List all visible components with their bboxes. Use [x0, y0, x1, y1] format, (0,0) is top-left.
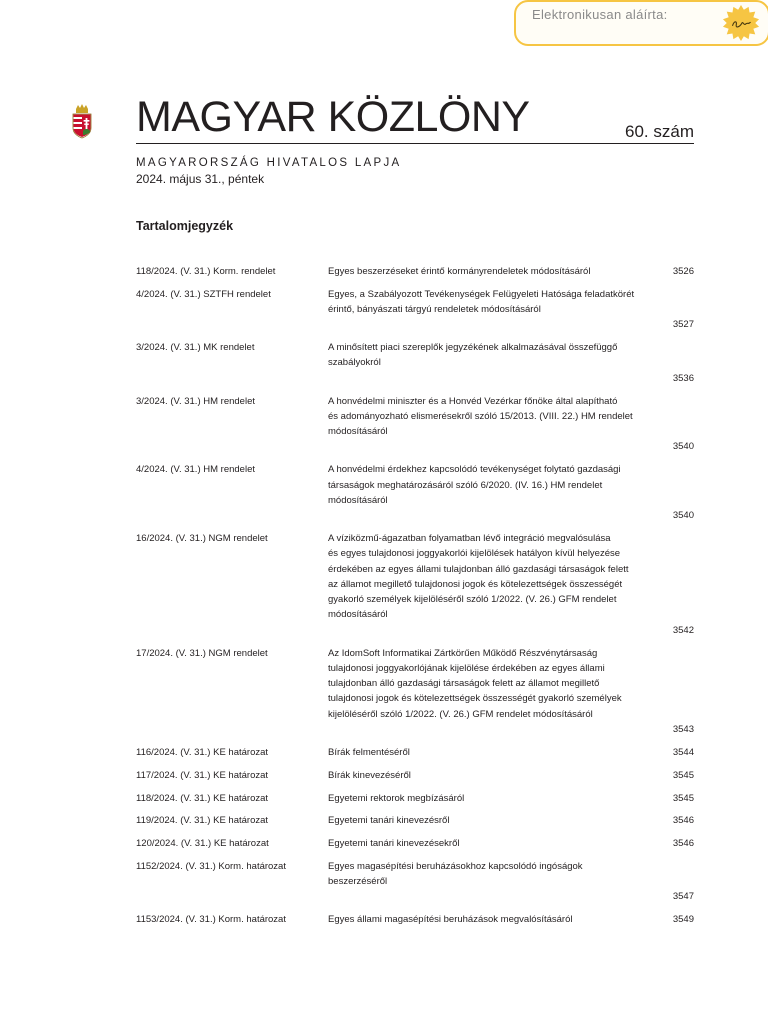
toc-entry-title [328, 912, 653, 927]
toc-entry-title-line: módosításáról [328, 426, 388, 438]
toc-entry-title [328, 264, 653, 279]
toc-entry-title-line: A honvédelmi miniszter és a Honvéd Vezérkar főnöke által alapítható [328, 395, 618, 407]
toc-entry-reference: 1153/2024. (V. 31.) Korm. határozat [136, 914, 286, 926]
toc-heading: Tartalomjegyzék [136, 219, 234, 233]
toc-entry-title [328, 462, 653, 508]
toc-entry-reference: 120/2024. (V. 31.) KE határozat [136, 838, 269, 850]
toc-entry-title-line: módosításáról [328, 609, 388, 621]
toc-entry-reference: 4/2024. (V. 31.) HM rendelet [136, 464, 255, 476]
toc-entry-title [328, 768, 653, 783]
toc-entry-title-line: kijelöléséről szóló 1/2022. (V. 26.) GFM rendelet módosításáról [328, 708, 593, 720]
toc-entry-reference: 16/2024. (V. 31.) NGM rendelet [136, 533, 268, 544]
toc-entry-page-number: 3543 [672, 724, 694, 736]
toc-entry-page-number: 3549 [672, 914, 694, 926]
toc-entry-title-line: A minősített piaci szereplők jegyzékének alkalmazásával összefüggő [328, 342, 618, 354]
toc-entry-title-line: és egyes tulajdonosi joggyakorlói kijelölések hatályon kívül helyezése [328, 548, 621, 560]
toc-entry-page-number: 3526 [672, 266, 694, 277]
toc-entry-title-line: tulajdonosi joggyakorlójának kijelölése érdekében az egyes állami [328, 662, 605, 674]
toc-entry-title [328, 340, 653, 371]
toc-entry-title [328, 813, 653, 828]
toc-entry-reference: 117/2024. (V. 31.) KE határozat [136, 769, 269, 781]
toc-entry-title-line: A honvédelmi érdekhez kapcsolódó tevékenységet folytató gazdasági [328, 464, 621, 476]
signature-label: Elektronikusan aláírta: [532, 7, 668, 22]
toc-entry-title-line: Bírák felmentéséről [328, 746, 410, 758]
publication-date: 2024. május 31., péntek [136, 172, 265, 186]
toc-entry-page-number: 3545 [672, 769, 694, 781]
toc-entry-page-number: 3547 [672, 891, 694, 903]
toc-entry-reference: 1152/2024. (V. 31.) Korm. határozat [136, 860, 286, 872]
toc-entry-title [328, 836, 653, 851]
toc-entry-reference: 118/2024. (V. 31.) KE határozat [136, 792, 269, 804]
toc-entry-title-line: tulajdonban álló gazdasági társaságok felett az államot megillető [328, 678, 600, 690]
toc-entry-title-line: beszerzéséről [328, 876, 388, 888]
toc-entry-page-number: 3540 [672, 441, 694, 453]
toc-entry-title [328, 859, 653, 890]
toc-entry-title-line: Egyetemi tanári kinevezésekről [328, 838, 460, 850]
toc-entry-title [328, 394, 653, 440]
toc-entry-page-number: 3540 [672, 510, 694, 522]
toc-entry-title [328, 287, 653, 318]
toc-entry-page-number: 3542 [672, 624, 694, 636]
toc-entry-reference: 116/2024. (V. 31.) KE határozat [136, 746, 269, 758]
toc-entry-title-line: Egyes állami magasépítési beruházások megvalósításáról [328, 914, 573, 926]
toc-entry-title-line: módosításáról [328, 494, 388, 506]
toc-entry-reference: 4/2024. (V. 31.) SZTFH rendelet [136, 288, 271, 300]
toc-entry-title-line: gyakorló személyek kijelöléséről szóló 1/2022. (V. 26.) GFM rendelet [328, 594, 617, 606]
toc-entry-reference: 3/2024. (V. 31.) MK rendelet [136, 342, 255, 354]
toc-entry-title-line: Egyetemi rektorok megbízásáról [328, 792, 465, 804]
toc-entry-title-line: Az IdomSoft Informatikai Zártkörűen Működő Részvénytársaság [328, 647, 598, 659]
toc-entry-title-line: társaságok meghatározásáról szóló 6/2020. (IV. 16.) HM rendelet [328, 479, 603, 491]
toc-entry-title-line: érintő, bányászati tárgyú rendeletek módosításáról [328, 304, 541, 316]
toc-entry-reference: 17/2024. (V. 31.) NGM rendelet [136, 647, 268, 659]
toc-entry-title-line: Egyes magasépítési beruházásokhoz kapcsolódó ingóságok [328, 860, 583, 872]
toc-entry-page-number: 3545 [672, 792, 694, 804]
toc-entry-title-line: Egyes beszerzéseket érintő kormányrendeletek módosításáról [328, 266, 591, 277]
toc-entry-title-line: tulajdonosi jogok és kötelezettségek összességét gyakorló személyek [328, 693, 622, 705]
toc-entry-reference: 118/2024. (V. 31.) Korm. rendelet [136, 266, 276, 277]
publication-title: MAGYAR KÖZLÖNY [136, 93, 530, 141]
toc-entry-title-line: Egyetemi tanári kinevezésről [328, 815, 450, 827]
toc-entry-title [328, 531, 653, 623]
toc-entry-title-line: és adományozható elismerésekről szóló 15/2013. (VIII. 22.) HM rendelet [328, 410, 633, 422]
publication-subtitle: MAGYARORSZÁG HIVATALOS LAPJA [136, 157, 402, 169]
issue-number: 60. szám [625, 122, 694, 141]
toc-entry-page-number: 3546 [672, 815, 694, 827]
toc-entry-title-line: Bírák kinevezéséről [328, 769, 411, 781]
toc-entry-reference: 119/2024. (V. 31.) KE határozat [136, 815, 269, 827]
toc-entry-page-number: 3536 [672, 372, 694, 384]
toc-entry-page-number: 3527 [672, 319, 694, 331]
toc-entry-title [328, 745, 653, 760]
toc-entry-title-line: szabályokról [328, 357, 381, 369]
toc-entry-reference: 3/2024. (V. 31.) HM rendelet [136, 395, 255, 407]
toc-entry-title-line: A víziközmű-ágazatban folyamatban lévő integráció megvalósulása [328, 533, 611, 544]
toc-entry-title [328, 646, 653, 722]
toc-entry-page-number: 3544 [672, 746, 694, 758]
toc-entry-page-number: 3546 [672, 838, 694, 850]
toc-entry-title [328, 791, 653, 806]
toc-entry-title-line: érdekében az egyes állami tulajdonban álló gazdasági társaságok felett [328, 563, 629, 575]
toc-entry-title-line: az államot megillető tulajdonosi jogok és kötelezettségek összességét [328, 578, 623, 590]
toc-entry-title-line: Egyes, a Szabályozott Tevékenységek Felügyeleti Hatósága feladatkörét [328, 288, 635, 300]
